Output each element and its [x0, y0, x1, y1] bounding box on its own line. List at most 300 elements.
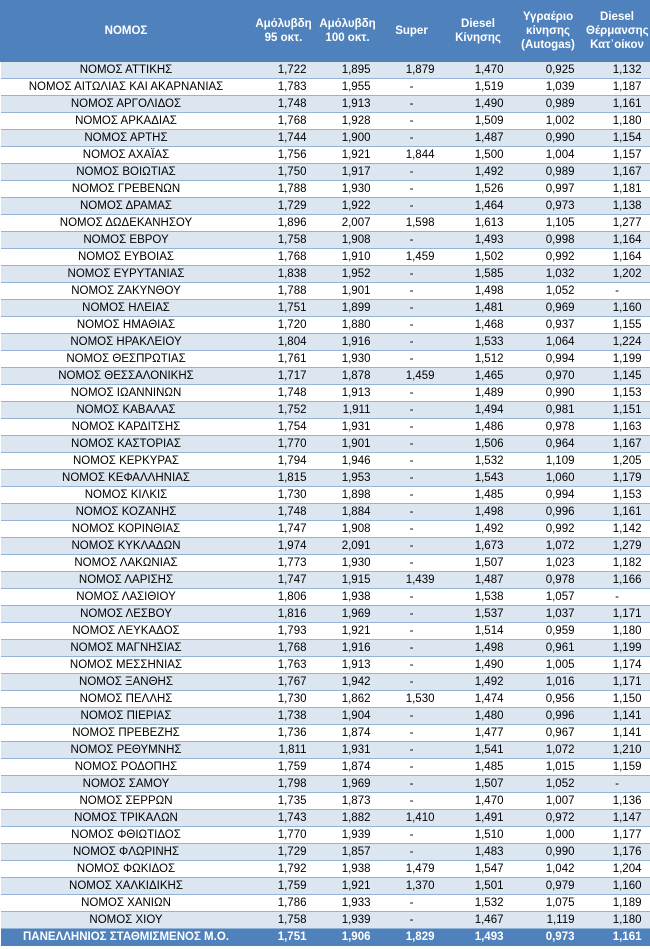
cell-unleaded-100: 1,857	[316, 844, 380, 861]
cell-super: -	[380, 232, 444, 249]
table-row	[1, 351, 650, 368]
footer-heating-diesel: 1,161	[584, 929, 650, 947]
cell-autogas: 1,037	[513, 606, 584, 623]
cell-autogas: 0,992	[513, 521, 584, 538]
cell-unleaded-95: 1,896	[252, 215, 316, 232]
table-row	[1, 215, 650, 232]
cell-autogas: 0,959	[513, 623, 584, 640]
cell-unleaded-100: 1,874	[316, 759, 380, 776]
header-unleaded-100: Αμόλυβδη 100 οκτ.	[316, 1, 380, 62]
cell-unleaded-95: 1,798	[252, 776, 316, 793]
cell-unleaded-100: 1,882	[316, 810, 380, 827]
table-row	[1, 640, 650, 657]
cell-unleaded-100: 1,901	[316, 283, 380, 300]
cell-heating-diesel: 1,167	[584, 436, 650, 453]
cell-unleaded-100: 1,873	[316, 793, 380, 810]
cell-heating-diesel: 1,161	[584, 96, 650, 113]
cell-autogas: 0,994	[513, 487, 584, 504]
cell-unleaded-95: 1,974	[252, 538, 316, 555]
cell-super: -	[380, 453, 444, 470]
cell-unleaded-95: 1,786	[252, 895, 316, 912]
cell-diesel-motion: 1,502	[444, 249, 513, 266]
cell-unleaded-100: 1,939	[316, 912, 380, 929]
cell-prefecture: ΝΟΜΟΣ ΧΑΝΙΩΝ	[1, 895, 252, 912]
cell-unleaded-95: 1,743	[252, 810, 316, 827]
cell-unleaded-100: 1,915	[316, 572, 380, 589]
cell-unleaded-95: 1,752	[252, 402, 316, 419]
cell-diesel-motion: 1,498	[444, 504, 513, 521]
table-row	[1, 470, 650, 487]
cell-heating-diesel: 1,155	[584, 317, 650, 334]
cell-heating-diesel: 1,159	[584, 759, 650, 776]
table-row	[1, 385, 650, 402]
cell-autogas: 0,990	[513, 130, 584, 147]
cell-super: -	[380, 266, 444, 283]
cell-diesel-motion: 1,474	[444, 691, 513, 708]
cell-autogas: 0,989	[513, 96, 584, 113]
cell-unleaded-100: 1,917	[316, 164, 380, 181]
cell-unleaded-100: 1,874	[316, 725, 380, 742]
cell-prefecture: ΝΟΜΟΣ ΑΙΤΩΛΙΑΣ ΚΑΙ ΑΚΑΡΝΑΝΙΑΣ	[1, 79, 252, 96]
cell-prefecture: ΝΟΜΟΣ ΑΤΤΙΚΗΣ	[1, 62, 252, 79]
cell-autogas: 1,000	[513, 827, 584, 844]
cell-prefecture: ΝΟΜΟΣ ΙΩΑΝΝΙΝΩΝ	[1, 385, 252, 402]
cell-prefecture: ΝΟΜΟΣ ΜΕΣΣΗΝΙΑΣ	[1, 657, 252, 674]
cell-autogas: 1,064	[513, 334, 584, 351]
cell-heating-diesel: 1,167	[584, 164, 650, 181]
cell-heating-diesel: 1,279	[584, 538, 650, 555]
cell-heating-diesel: 1,151	[584, 402, 650, 419]
cell-heating-diesel: 1,138	[584, 198, 650, 215]
cell-diesel-motion: 1,492	[444, 674, 513, 691]
cell-super: -	[380, 470, 444, 487]
cell-heating-diesel: 1,179	[584, 470, 650, 487]
cell-prefecture: ΝΟΜΟΣ ΦΘΙΩΤΙΔΟΣ	[1, 827, 252, 844]
cell-unleaded-95: 1,763	[252, 657, 316, 674]
cell-autogas: 0,981	[513, 402, 584, 419]
table-row	[1, 283, 650, 300]
cell-autogas: 0,994	[513, 351, 584, 368]
cell-autogas: 0,970	[513, 368, 584, 385]
cell-prefecture: ΝΟΜΟΣ ΚΑΣΤΟΡΙΑΣ	[1, 436, 252, 453]
cell-heating-diesel: 1,132	[584, 62, 650, 79]
table-row	[1, 657, 650, 674]
cell-diesel-motion: 1,491	[444, 810, 513, 827]
cell-super: -	[380, 198, 444, 215]
cell-diesel-motion: 1,468	[444, 317, 513, 334]
cell-prefecture: ΝΟΜΟΣ ΖΑΚΥΝΘΟΥ	[1, 283, 252, 300]
cell-unleaded-100: 1,938	[316, 589, 380, 606]
cell-super: 1,479	[380, 861, 444, 878]
cell-unleaded-100: 1,955	[316, 79, 380, 96]
cell-unleaded-95: 1,773	[252, 555, 316, 572]
cell-heating-diesel: 1,189	[584, 895, 650, 912]
table-row	[1, 402, 650, 419]
cell-prefecture: ΝΟΜΟΣ ΦΩΚΙΔΟΣ	[1, 861, 252, 878]
cell-super: -	[380, 606, 444, 623]
cell-diesel-motion: 1,613	[444, 215, 513, 232]
cell-prefecture: ΝΟΜΟΣ ΦΛΩΡΙΝΗΣ	[1, 844, 252, 861]
cell-unleaded-100: 1,910	[316, 249, 380, 266]
cell-unleaded-100: 1,916	[316, 334, 380, 351]
cell-unleaded-100: 1,930	[316, 555, 380, 572]
cell-unleaded-100: 2,091	[316, 538, 380, 555]
table-row	[1, 793, 650, 810]
cell-super: -	[380, 538, 444, 555]
cell-unleaded-95: 1,804	[252, 334, 316, 351]
cell-unleaded-95: 1,754	[252, 419, 316, 436]
cell-diesel-motion: 1,509	[444, 113, 513, 130]
table-row	[1, 317, 650, 334]
cell-autogas: 0,997	[513, 181, 584, 198]
cell-unleaded-100: 1,901	[316, 436, 380, 453]
cell-heating-diesel: 1,174	[584, 657, 650, 674]
cell-heating-diesel: 1,205	[584, 453, 650, 470]
header-diesel-motion: Diesel Κίνησης	[444, 1, 513, 62]
cell-heating-diesel: 1,277	[584, 215, 650, 232]
cell-diesel-motion: 1,477	[444, 725, 513, 742]
cell-heating-diesel: 1,164	[584, 249, 650, 266]
cell-diesel-motion: 1,470	[444, 793, 513, 810]
cell-heating-diesel: 1,180	[584, 113, 650, 130]
cell-autogas: 1,119	[513, 912, 584, 929]
cell-diesel-motion: 1,532	[444, 453, 513, 470]
cell-super: -	[380, 589, 444, 606]
cell-heating-diesel: 1,157	[584, 147, 650, 164]
cell-unleaded-100: 1,946	[316, 453, 380, 470]
cell-heating-diesel: 1,161	[584, 504, 650, 521]
footer-label: ΠΑΝΕΛΛΗΝΙΟΣ ΣΤΑΘΜΙΣΜΕΝΟΣ Μ.Ο.	[1, 929, 252, 947]
table-row	[1, 776, 650, 793]
cell-prefecture: ΝΟΜΟΣ ΛΕΣΒΟΥ	[1, 606, 252, 623]
cell-prefecture: ΝΟΜΟΣ ΘΕΣΠΡΩΤΙΑΣ	[1, 351, 252, 368]
cell-diesel-motion: 1,483	[444, 844, 513, 861]
cell-heating-diesel: 1,141	[584, 708, 650, 725]
table-row	[1, 606, 650, 623]
cell-prefecture: ΝΟΜΟΣ ΚΟΡΙΝΘΙΑΣ	[1, 521, 252, 538]
footer-super: 1,829	[380, 929, 444, 947]
cell-diesel-motion: 1,487	[444, 572, 513, 589]
cell-autogas: 0,978	[513, 419, 584, 436]
cell-autogas: 0,969	[513, 300, 584, 317]
cell-heating-diesel: 1,171	[584, 674, 650, 691]
cell-unleaded-100: 1,969	[316, 776, 380, 793]
table-row	[1, 419, 650, 436]
cell-unleaded-95: 1,722	[252, 62, 316, 79]
table-row	[1, 62, 650, 79]
cell-heating-diesel: 1,199	[584, 351, 650, 368]
cell-prefecture: ΝΟΜΟΣ ΕΒΡΟΥ	[1, 232, 252, 249]
table-row	[1, 810, 650, 827]
table-row	[1, 844, 650, 861]
cell-autogas: 0,978	[513, 572, 584, 589]
footer-unleaded-95: 1,751	[252, 929, 316, 947]
cell-heating-diesel: 1,154	[584, 130, 650, 147]
cell-autogas: 1,105	[513, 215, 584, 232]
cell-super: -	[380, 130, 444, 147]
cell-prefecture: ΝΟΜΟΣ ΑΡΓΟΛΙΔΟΣ	[1, 96, 252, 113]
cell-prefecture: ΝΟΜΟΣ ΕΥΡΥΤΑΝΙΑΣ	[1, 266, 252, 283]
cell-unleaded-95: 1,783	[252, 79, 316, 96]
cell-unleaded-100: 1,899	[316, 300, 380, 317]
cell-autogas: 1,004	[513, 147, 584, 164]
cell-heating-diesel: 1,166	[584, 572, 650, 589]
table-row	[1, 555, 650, 572]
cell-autogas: 1,052	[513, 776, 584, 793]
cell-autogas: 1,015	[513, 759, 584, 776]
cell-unleaded-100: 1,953	[316, 470, 380, 487]
cell-diesel-motion: 1,464	[444, 198, 513, 215]
table-row	[1, 878, 650, 895]
cell-super: 1,598	[380, 215, 444, 232]
cell-autogas: 1,039	[513, 79, 584, 96]
cell-unleaded-95: 1,758	[252, 912, 316, 929]
cell-diesel-motion: 1,533	[444, 334, 513, 351]
header-heating-diesel: Diesel Θέρμανσης Κατ᾽οίκον	[584, 1, 650, 62]
cell-heating-diesel: -	[584, 776, 650, 793]
cell-unleaded-95: 1,748	[252, 96, 316, 113]
cell-unleaded-100: 1,930	[316, 351, 380, 368]
table-row	[1, 130, 650, 147]
cell-heating-diesel: 1,142	[584, 521, 650, 538]
table-row	[1, 538, 650, 555]
cell-unleaded-100: 1,952	[316, 266, 380, 283]
cell-prefecture: ΝΟΜΟΣ ΚΟΖΑΝΗΣ	[1, 504, 252, 521]
cell-unleaded-100: 1,921	[316, 623, 380, 640]
table-row	[1, 487, 650, 504]
cell-super: 1,530	[380, 691, 444, 708]
cell-diesel-motion: 1,547	[444, 861, 513, 878]
cell-prefecture: ΝΟΜΟΣ ΞΑΝΘΗΣ	[1, 674, 252, 691]
cell-prefecture: ΝΟΜΟΣ ΧΑΛΚΙΔΙΚΗΣ	[1, 878, 252, 895]
cell-diesel-motion: 1,541	[444, 742, 513, 759]
cell-autogas: 1,057	[513, 589, 584, 606]
cell-heating-diesel: 1,163	[584, 419, 650, 436]
cell-super: 1,844	[380, 147, 444, 164]
cell-diesel-motion: 1,543	[444, 470, 513, 487]
cell-unleaded-95: 1,761	[252, 351, 316, 368]
cell-super: -	[380, 827, 444, 844]
cell-unleaded-95: 1,793	[252, 623, 316, 640]
cell-super: -	[380, 351, 444, 368]
cell-super: -	[380, 504, 444, 521]
cell-unleaded-95: 1,768	[252, 249, 316, 266]
cell-unleaded-100: 1,908	[316, 232, 380, 249]
cell-super: -	[380, 283, 444, 300]
cell-unleaded-100: 1,913	[316, 385, 380, 402]
table-row	[1, 521, 650, 538]
table-row	[1, 742, 650, 759]
cell-autogas: 1,007	[513, 793, 584, 810]
cell-super: -	[380, 79, 444, 96]
cell-unleaded-95: 1,768	[252, 640, 316, 657]
cell-prefecture: ΝΟΜΟΣ ΒΟΙΩΤΙΑΣ	[1, 164, 252, 181]
cell-prefecture: ΝΟΜΟΣ ΚΕΡΚΥΡΑΣ	[1, 453, 252, 470]
cell-prefecture: ΝΟΜΟΣ ΣΕΡΡΩΝ	[1, 793, 252, 810]
cell-unleaded-95: 1,792	[252, 861, 316, 878]
cell-diesel-motion: 1,490	[444, 657, 513, 674]
cell-diesel-motion: 1,585	[444, 266, 513, 283]
cell-diesel-motion: 1,492	[444, 164, 513, 181]
cell-diesel-motion: 1,526	[444, 181, 513, 198]
cell-heating-diesel: 1,153	[584, 487, 650, 504]
cell-heating-diesel: 1,153	[584, 385, 650, 402]
cell-super: -	[380, 164, 444, 181]
cell-autogas: 0,973	[513, 198, 584, 215]
cell-super: 1,439	[380, 572, 444, 589]
cell-autogas: 0,979	[513, 878, 584, 895]
cell-autogas: 0,996	[513, 708, 584, 725]
table-row	[1, 300, 650, 317]
cell-prefecture: ΝΟΜΟΣ ΛΑΡΙΣΗΣ	[1, 572, 252, 589]
cell-prefecture: ΝΟΜΟΣ ΓΡΕΒΕΝΩΝ	[1, 181, 252, 198]
cell-heating-diesel: 1,145	[584, 368, 650, 385]
cell-unleaded-100: 1,916	[316, 640, 380, 657]
cell-prefecture: ΝΟΜΟΣ ΚΑΒΑΛΑΣ	[1, 402, 252, 419]
cell-unleaded-100: 1,930	[316, 181, 380, 198]
cell-prefecture: ΝΟΜΟΣ ΜΑΓΝΗΣΙΑΣ	[1, 640, 252, 657]
header-autogas: Υγραέριο κίνησης (Autogas)	[513, 1, 584, 62]
cell-unleaded-95: 1,788	[252, 181, 316, 198]
cell-heating-diesel: 1,150	[584, 691, 650, 708]
cell-heating-diesel: 1,141	[584, 725, 650, 742]
cell-unleaded-95: 1,729	[252, 844, 316, 861]
table-row	[1, 96, 650, 113]
table-row	[1, 147, 650, 164]
cell-heating-diesel: 1,180	[584, 912, 650, 929]
cell-prefecture: ΝΟΜΟΣ ΕΥΒΟΙΑΣ	[1, 249, 252, 266]
cell-prefecture: ΝΟΜΟΣ ΤΡΙΚΑΛΩΝ	[1, 810, 252, 827]
cell-super: -	[380, 844, 444, 861]
cell-autogas: 1,005	[513, 657, 584, 674]
cell-super: -	[380, 402, 444, 419]
cell-super: -	[380, 759, 444, 776]
table-row	[1, 674, 650, 691]
cell-super: -	[380, 555, 444, 572]
cell-autogas: 1,060	[513, 470, 584, 487]
cell-super: 1,370	[380, 878, 444, 895]
cell-autogas: 0,961	[513, 640, 584, 657]
cell-prefecture: ΝΟΜΟΣ ΚΙΛΚΙΣ	[1, 487, 252, 504]
cell-prefecture: ΝΟΜΟΣ ΔΩΔΕΚΑΝΗΣΟΥ	[1, 215, 252, 232]
cell-unleaded-100: 1,895	[316, 62, 380, 79]
header-prefecture: ΝΟΜΟΣ	[1, 1, 252, 62]
cell-super: 1,879	[380, 62, 444, 79]
cell-unleaded-100: 1,939	[316, 827, 380, 844]
cell-diesel-motion: 1,494	[444, 402, 513, 419]
table-row	[1, 164, 650, 181]
table-row	[1, 232, 650, 249]
cell-heating-diesel: 1,202	[584, 266, 650, 283]
cell-diesel-motion: 1,490	[444, 96, 513, 113]
cell-autogas: 1,016	[513, 674, 584, 691]
cell-unleaded-100: 1,921	[316, 878, 380, 895]
cell-super: -	[380, 181, 444, 198]
cell-unleaded-95: 1,748	[252, 504, 316, 521]
cell-unleaded-95: 1,759	[252, 759, 316, 776]
cell-diesel-motion: 1,486	[444, 419, 513, 436]
cell-super: -	[380, 793, 444, 810]
cell-diesel-motion: 1,673	[444, 538, 513, 555]
cell-unleaded-100: 1,938	[316, 861, 380, 878]
cell-super: -	[380, 487, 444, 504]
table-row	[1, 249, 650, 266]
cell-autogas: 1,002	[513, 113, 584, 130]
cell-heating-diesel: 1,171	[584, 606, 650, 623]
cell-unleaded-95: 1,748	[252, 385, 316, 402]
cell-unleaded-100: 1,913	[316, 657, 380, 674]
cell-heating-diesel: 1,164	[584, 232, 650, 249]
cell-super: -	[380, 640, 444, 657]
cell-unleaded-95: 1,816	[252, 606, 316, 623]
cell-super: -	[380, 623, 444, 640]
cell-prefecture: ΝΟΜΟΣ ΗΡΑΚΛΕΙΟΥ	[1, 334, 252, 351]
cell-unleaded-95: 1,811	[252, 742, 316, 759]
cell-heating-diesel: 1,147	[584, 810, 650, 827]
cell-unleaded-95: 1,759	[252, 878, 316, 895]
cell-prefecture: ΝΟΜΟΣ ΑΡΚΑΔΙΑΣ	[1, 113, 252, 130]
cell-unleaded-100: 1,862	[316, 691, 380, 708]
cell-autogas: 0,937	[513, 317, 584, 334]
cell-prefecture: ΝΟΜΟΣ ΣΑΜΟΥ	[1, 776, 252, 793]
cell-super: -	[380, 521, 444, 538]
cell-prefecture: ΝΟΜΟΣ ΠΡΕΒΕΖΗΣ	[1, 725, 252, 742]
cell-unleaded-95: 1,768	[252, 113, 316, 130]
cell-super: -	[380, 674, 444, 691]
cell-prefecture: ΝΟΜΟΣ ΠΕΛΛΗΣ	[1, 691, 252, 708]
cell-autogas: 1,072	[513, 742, 584, 759]
cell-autogas: 1,023	[513, 555, 584, 572]
cell-diesel-motion: 1,512	[444, 351, 513, 368]
cell-prefecture: ΝΟΜΟΣ ΘΕΣΣΑΛΟΝΙΚΗΣ	[1, 368, 252, 385]
cell-unleaded-95: 1,806	[252, 589, 316, 606]
cell-prefecture: ΝΟΜΟΣ ΠΙΕΡΙΑΣ	[1, 708, 252, 725]
cell-autogas: 0,989	[513, 164, 584, 181]
header-super: Super	[380, 1, 444, 62]
table-row	[1, 181, 650, 198]
cell-prefecture: ΝΟΜΟΣ ΚΕΦΑΛΛΗΝΙΑΣ	[1, 470, 252, 487]
table-row	[1, 334, 650, 351]
cell-diesel-motion: 1,481	[444, 300, 513, 317]
cell-unleaded-95: 1,730	[252, 691, 316, 708]
cell-unleaded-100: 1,878	[316, 368, 380, 385]
cell-prefecture: ΝΟΜΟΣ ΗΜΑΘΙΑΣ	[1, 317, 252, 334]
cell-unleaded-100: 1,933	[316, 895, 380, 912]
cell-unleaded-95: 1,736	[252, 725, 316, 742]
cell-heating-diesel: 1,199	[584, 640, 650, 657]
table-row	[1, 759, 650, 776]
cell-prefecture: ΝΟΜΟΣ ΚΑΡΔΙΤΣΗΣ	[1, 419, 252, 436]
cell-unleaded-95: 1,747	[252, 572, 316, 589]
cell-diesel-motion: 1,470	[444, 62, 513, 79]
cell-unleaded-100: 1,908	[316, 521, 380, 538]
cell-diesel-motion: 1,485	[444, 487, 513, 504]
cell-autogas: 1,109	[513, 453, 584, 470]
table-body	[1, 62, 650, 929]
cell-super: -	[380, 334, 444, 351]
table-row	[1, 725, 650, 742]
cell-unleaded-95: 1,758	[252, 232, 316, 249]
cell-unleaded-100: 1,969	[316, 606, 380, 623]
cell-super: 1,410	[380, 810, 444, 827]
cell-heating-diesel: 1,182	[584, 555, 650, 572]
cell-diesel-motion: 1,507	[444, 555, 513, 572]
cell-diesel-motion: 1,465	[444, 368, 513, 385]
cell-heating-diesel: 1,176	[584, 844, 650, 861]
cell-unleaded-100: 1,922	[316, 198, 380, 215]
table-row	[1, 266, 650, 283]
cell-unleaded-95: 1,720	[252, 317, 316, 334]
